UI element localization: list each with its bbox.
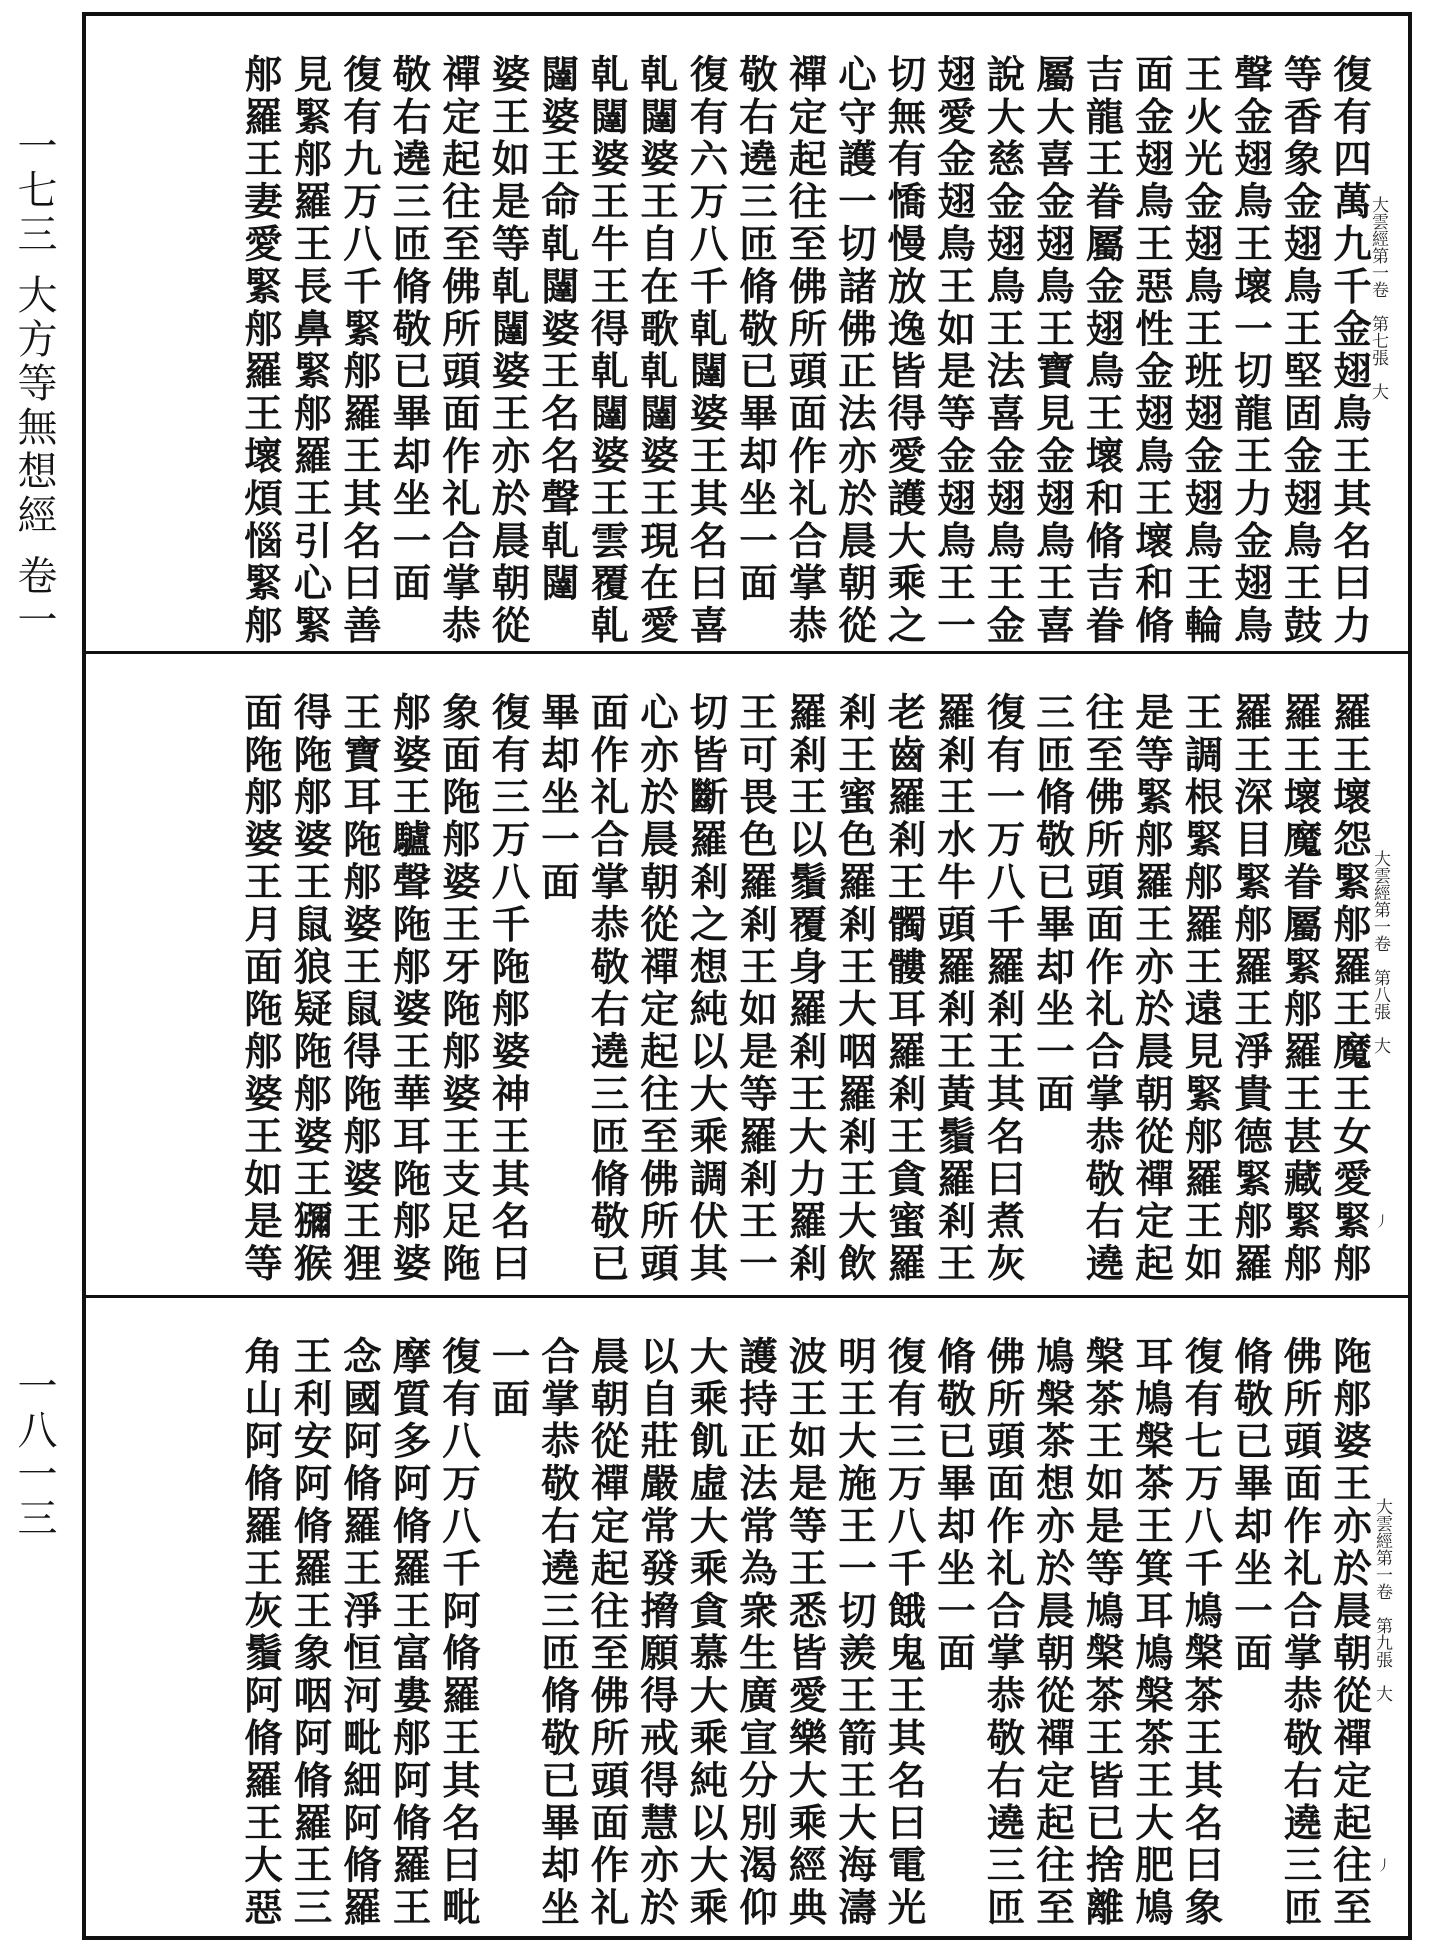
text-column: 王利安阿脩羅王象咽阿脩羅王三 xyxy=(287,1336,333,1930)
text-column: 翅愛金翅鳥王如是等金翅鳥王一 xyxy=(931,54,976,648)
text-column: 明王大施王一切羨王箭王大海濤 xyxy=(832,1336,877,1930)
text-column: 復有九万八千緊郍羅王其名曰善 xyxy=(337,54,382,648)
text-column: 屬大喜金翅鳥王寶見金翅鳥王喜 xyxy=(1030,54,1075,648)
text-column: 羅王壞魔眷屬緊郍羅王甚藏緊郍 xyxy=(1277,692,1323,1286)
text-columns xyxy=(236,692,1375,1286)
text-column: 乹闥婆王牛王得乹闥婆王雲覆乹 xyxy=(584,54,630,648)
panel-middle xyxy=(86,654,1408,1298)
text-column: 護持正法常為衆生廣宣分別渴仰 xyxy=(733,1336,778,1930)
text-column: 大乘飢虛大乘貪慕大乘純以大乘 xyxy=(683,1336,729,1930)
text-column: 見緊郍羅王長鼻緊郍羅王引心緊 xyxy=(287,54,333,648)
text-column: 老齒羅剎王髑髏耳羅剎王貪蜜羅 xyxy=(881,692,927,1286)
text-columns xyxy=(236,1336,1375,1930)
text-column: 畢却坐一面 xyxy=(535,692,580,904)
text-column: 波王如是等王悉皆愛樂大乘經典 xyxy=(782,1336,828,1930)
text-column: 陁郍婆王亦於晨朝從禪定起往至 xyxy=(1327,1336,1372,1930)
text-column: 切無有憍慢放逸皆得愛護大乘之 xyxy=(881,54,927,648)
text-column: 象面陁郍婆王牙陁郍婆王支足陁 xyxy=(436,692,481,1286)
panel-note: 大雲經第一卷 第九張 大 xyxy=(1372,1498,1392,1702)
text-column: 脩敬已畢却坐一面 xyxy=(1228,1336,1273,1676)
text-column: 晨朝從禪定起往至佛所頭面作礼 xyxy=(584,1336,630,1930)
text-column: 面金翅鳥王惡性金翅鳥王壞和脩 xyxy=(1129,54,1174,648)
page-frame xyxy=(82,12,1412,1940)
text-column: 心守護一切諸佛正法亦於晨朝從 xyxy=(832,54,877,648)
panel-bottom xyxy=(86,1298,1408,1936)
text-columns xyxy=(236,54,1375,648)
panel-note-mark: 丿 xyxy=(1375,1858,1391,1872)
text-column: 剎王蜜色羅剎王大咽羅剎王大飲 xyxy=(832,692,877,1286)
text-column: 佛所頭面作礼合掌恭敬右遶三匝 xyxy=(1277,1336,1323,1930)
text-column: 念國阿脩羅王淨恒河毗細阿脩羅 xyxy=(337,1336,382,1930)
text-column: 敬右遶三匝脩敬已畢却坐一面 xyxy=(733,54,778,606)
margin-left-title: 一七三 大方等無想經 卷一 xyxy=(11,125,57,643)
text-column: 以自莊嚴常發搚願得戒得慧亦於 xyxy=(634,1336,679,1930)
text-column: 王寶耳陁郍婆王鼠得陁郍婆王狸 xyxy=(337,692,382,1286)
text-column: 禪定起往至佛所頭面作礼合掌恭 xyxy=(436,54,481,648)
text-column: 復有六万八千乹闥婆王其名曰喜 xyxy=(683,54,729,648)
text-column: 脩敬已畢却坐一面 xyxy=(931,1336,976,1676)
text-column: 佛所頭面作礼合掌恭敬右遶三匝 xyxy=(980,1336,1026,1930)
text-column: 往至佛所頭面作礼合掌恭敬右遶 xyxy=(1079,692,1125,1286)
text-column: 槃茶王如是等鳩槃茶王皆已捨離 xyxy=(1079,1336,1125,1930)
text-column: 聲金翅鳥王壞一切龍王力金翅鳥 xyxy=(1228,54,1273,648)
text-column: 郍婆王驢聲陁郍婆王華耳陁郍婆 xyxy=(386,692,432,1286)
text-column: 面作礼合掌恭敬右遶三匝脩敬已 xyxy=(584,692,630,1286)
text-column: 復有三万八千餓鬼王其名曰電光 xyxy=(881,1336,927,1930)
panel-note: 大雲經第一卷 第七張 大 xyxy=(1368,196,1388,400)
text-column: 郍羅王妻愛緊郍羅王壞煩惱緊郍 xyxy=(238,54,283,648)
text-column: 耳鳩槃茶王箕耳鳩槃茶王大肥鳩 xyxy=(1129,1336,1174,1930)
text-column: 說大慈金翅鳥王法喜金翅鳥王金 xyxy=(980,54,1026,648)
text-column: 王火光金翅鳥王班翅金翅鳥王輪 xyxy=(1178,54,1224,648)
text-column: 王可畏色羅剎王如是等羅剎王一 xyxy=(733,692,778,1286)
text-column: 得陁郍婆王鼠狼疑陁郍婆王獼猴 xyxy=(287,692,333,1286)
text-column: 復有三万八千陁郍婆神王其名曰 xyxy=(485,692,531,1286)
text-column: 羅剎王水牛頭羅剎王黃鬚羅剎王 xyxy=(931,692,976,1286)
text-column: 羅王壞怨緊郍羅王魔王女愛緊郍 xyxy=(1327,692,1372,1286)
text-column: 面陁郍婆王月面陁郍婆王如是等 xyxy=(238,692,283,1286)
text-column: 王調根緊郍羅王遠見緊郍羅王如 xyxy=(1178,692,1224,1286)
text-column: 吉龍王眷屬金翅鳥王壞和脩吉眷 xyxy=(1079,54,1125,648)
text-column: 復有一万八千羅剎王其名曰煮灰 xyxy=(980,692,1026,1286)
text-column: 角山阿脩羅王灰鬚阿脩羅王大惡 xyxy=(238,1336,283,1930)
text-column: 羅王深目緊郍羅王淨貴德緊郍羅 xyxy=(1228,692,1273,1286)
text-column: 禪定起往至佛所頭面作礼合掌恭 xyxy=(782,54,828,648)
text-column: 是等緊郍羅王亦於晨朝從禪定起 xyxy=(1129,692,1174,1286)
text-column: 摩質多阿脩羅王富婁郍阿脩羅王 xyxy=(386,1336,432,1930)
margin-page-number: 一八一三 xyxy=(11,1365,57,1541)
text-column: 切皆斷羅剎之想純以大乘調伏其 xyxy=(683,692,729,1286)
text-column: 一面 xyxy=(485,1336,531,1421)
text-column: 等香象金翅鳥王堅固金翅鳥王鼓 xyxy=(1277,54,1323,648)
text-column: 復有七万八千鳩槃茶王其名曰象 xyxy=(1178,1336,1224,1930)
text-column: 復有八万八千阿脩羅王其名曰毗 xyxy=(436,1336,481,1930)
text-column: 心亦於晨朝從禪定起往至佛所頭 xyxy=(634,692,679,1286)
text-column: 復有四萬九千金翅鳥王其名曰力 xyxy=(1327,54,1372,648)
panel-note-mark: 丿 xyxy=(1373,1214,1389,1228)
text-column: 合掌恭敬右遶三匝脩敬已畢却坐 xyxy=(535,1336,580,1930)
text-column: 羅剎王以鬚覆身羅剎王大力羅剎 xyxy=(782,692,828,1286)
text-column: 闥婆王命乹闥婆王名名聲乹闥 xyxy=(535,54,580,606)
text-column: 鳩槃茶想亦於晨朝從禪定起往至 xyxy=(1030,1336,1075,1930)
text-column: 婆王如是等乹闥婆王亦於晨朝從 xyxy=(485,54,531,648)
text-column: 三匝脩敬已畢却坐一面 xyxy=(1030,692,1075,1116)
text-column: 敬右遶三匝脩敬已畢却坐一面 xyxy=(386,54,432,606)
panel-top xyxy=(86,16,1408,654)
panel-note: 大雲經第一卷 第八張 大 xyxy=(1370,850,1390,1054)
text-column: 乹闥婆王自在歌乹闥婆王現在愛 xyxy=(634,54,679,648)
